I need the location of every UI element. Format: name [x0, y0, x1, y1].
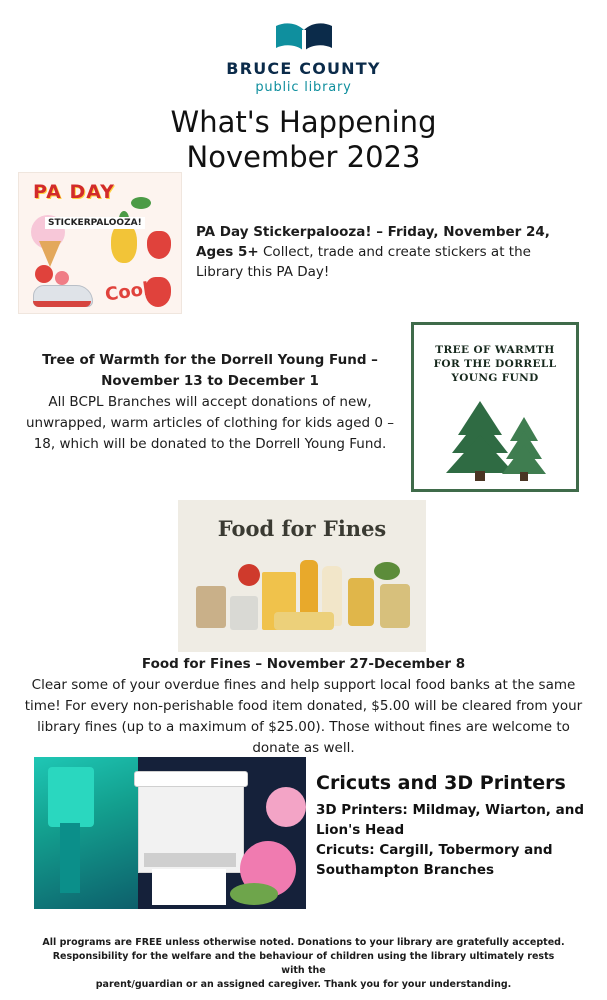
header [0, 0, 607, 175]
3d-printer-lid-icon [134, 771, 248, 787]
tomato-icon [238, 564, 260, 586]
green-leaf-icon [230, 883, 278, 905]
cricut-3d-printer-image [34, 757, 306, 909]
jar-icon [380, 584, 410, 628]
greens-icon [374, 562, 400, 580]
open-book-icon [272, 18, 336, 58]
strawberry-sticker-icon [147, 231, 171, 259]
tree-of-warmth-heading-line2: November 13 to December 1 [101, 373, 319, 389]
pa-day-body: Collect, trade and create stickers at the Library this PA Day! [196, 244, 531, 280]
pa-day-image-title: PA DAY [33, 181, 115, 203]
pineapple-sticker-icon [111, 223, 137, 263]
3d-print-nozzle-icon [48, 767, 94, 827]
3d-printer-tray-icon [144, 853, 236, 867]
canned-goods-icon [196, 586, 226, 628]
pa-day-image-subtitle: STICKERPALOOZA! [45, 217, 145, 229]
food-for-fines-image [178, 500, 426, 652]
food-for-fines-image-title: Food for Fines [217, 516, 387, 541]
tree-of-warmth-heading-line1: Tree of Warmth for the Dorrell Young Fund – [42, 352, 378, 368]
cricut-heading: Cricuts and 3D Printers [316, 772, 566, 794]
tree-of-warmth-graphic [411, 322, 579, 492]
pa-day-image-word: Cool! [103, 277, 159, 306]
footer [40, 936, 567, 992]
ice-cream-cone-icon [39, 241, 61, 267]
pa-day-image [18, 172, 182, 314]
heart-sticker-icon [55, 271, 69, 285]
pa-day-text [196, 222, 566, 282]
brand-subtitle: public library [255, 80, 352, 95]
library-logo [0, 18, 607, 95]
leaf-sticker-icon [131, 197, 151, 209]
food-for-fines-text [12, 654, 595, 759]
footer-line-2: Responsibility for the welfare and the behaviour of children using the library ultimately rests with the [52, 951, 555, 976]
page-title-line1: What's Happening [170, 105, 437, 139]
jar-icon [348, 578, 374, 626]
brand-name: BRUCE COUNTY [226, 59, 381, 78]
tree-of-warmth-body: All BCPL Branches will accept donations of new, unwrapped, warm articles of clothing for kids aged 0 – 18, which will be donated to the Dorrell Young Fund. [25, 394, 395, 452]
cricut-line-3d-printers: 3D Printers: Mildmay, Wiarton, and Lion's Head [316, 802, 585, 838]
tree-of-warmth-box-title: TREE OF WARMTH FOR THE DORRELL YOUNG FUND [433, 344, 557, 384]
evergreen-trees-icon [414, 395, 576, 487]
cricut-3d-printer-text [316, 770, 586, 880]
pasta-icon [274, 612, 334, 630]
cricut-line-cricuts: Cricuts: Cargill, Tobermory and Southampton Branches [316, 842, 553, 878]
canned-goods-icon [230, 596, 258, 630]
page-title-line2: November 2023 [186, 140, 421, 174]
sneaker-sole-icon [33, 301, 91, 307]
pa-day-heading: PA Day Stickerpalooza! – Friday, November 24, Ages 5+ [196, 224, 550, 260]
3d-print-filament-icon [60, 823, 80, 893]
footer-line-3: parent/guardian or an assigned caregiver. Thank you for your understanding. [95, 979, 512, 990]
white-card-icon [152, 869, 226, 905]
footer-line-1: All programs are FREE unless otherwise noted. Donations to your library are gratefully accepted. [42, 937, 565, 948]
heart-sticker-icon [35, 265, 53, 283]
food-for-fines-heading: Food for Fines – November 27-December 8 [141, 656, 466, 672]
page-title [0, 105, 607, 175]
tree-of-warmth-text [20, 350, 400, 455]
food-for-fines-body: Clear some of your overdue fines and help support local food banks at the same time! For every non-perishable food item donated, $5.00 will be cleared from your library fines (up to a maximum of $25.00). Those without fines are welcome to donate as well. [24, 677, 583, 756]
pink-flower-icon [266, 787, 306, 827]
